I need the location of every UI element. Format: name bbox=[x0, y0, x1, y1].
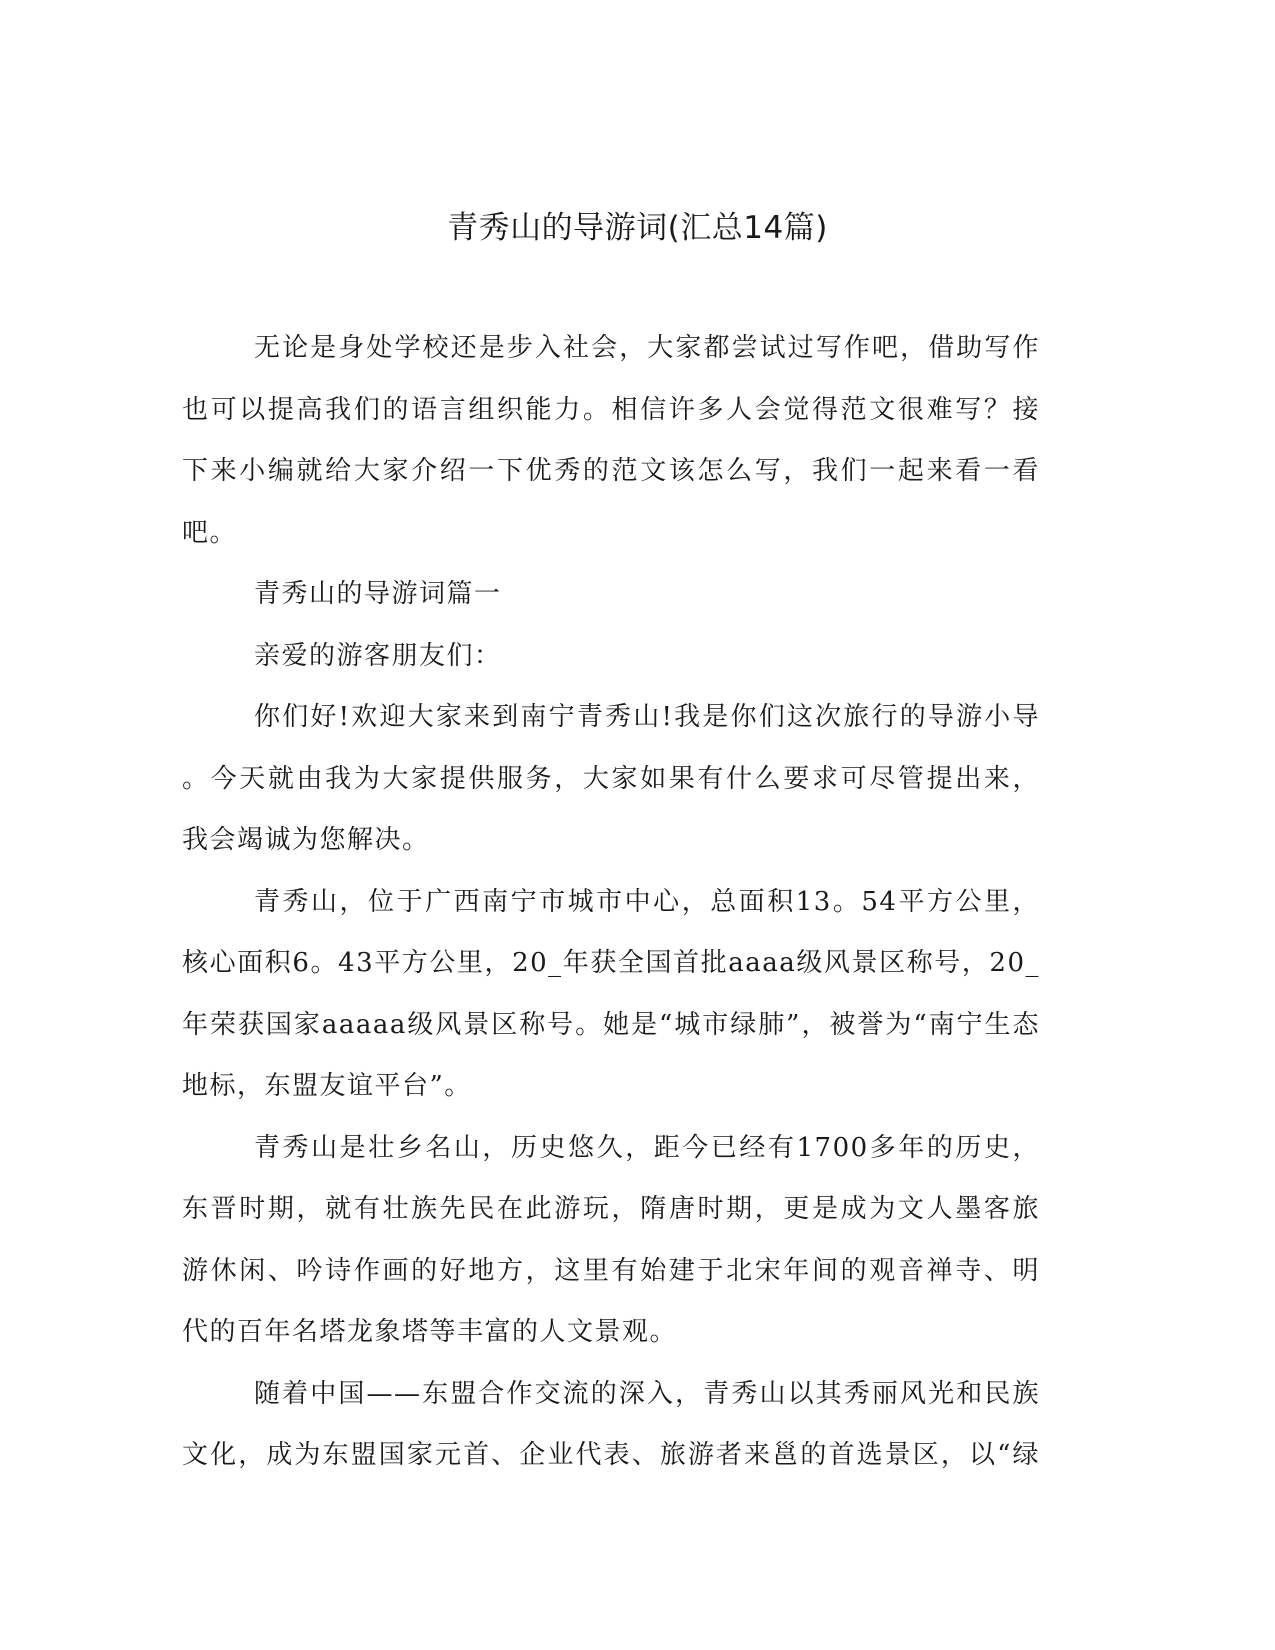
document-body bbox=[182, 318, 1040, 1487]
text-line: 吧。 bbox=[182, 517, 238, 548]
paragraph-history bbox=[182, 1118, 1040, 1364]
text-line: 游休闲、吟诗作画的好地方，这里有始建于北宋年间的观音禅寺、明 bbox=[182, 1255, 1040, 1286]
text-line: 你们好!欢迎大家来到南宁青秀山!我是你们这次旅行的导游小导 bbox=[254, 702, 1040, 732]
text-line: 文化，成为东盟国家元首、企业代表、旅游者来邕的首选景区，以“绿 bbox=[182, 1440, 1040, 1470]
text-line: 代的百年名塔龙象塔等丰富的人文景观。 bbox=[182, 1317, 678, 1347]
text-line: 无论是身处学校还是步入社会，大家都尝试过写作吧，借助写作 bbox=[254, 333, 1040, 363]
text-line: 。今天就由我为大家提供服务，大家如果有什么要求可尽管提出来， bbox=[182, 763, 1040, 794]
section-heading bbox=[182, 564, 1040, 626]
paragraph-asean bbox=[182, 1364, 1040, 1487]
document-title: 青秀山的导游词(汇总14篇) bbox=[447, 210, 828, 246]
text-line: 年荣获国家aaaaa级风景区称号。她是“城市绿肺”，被誉为“南宁生态 bbox=[182, 1009, 1040, 1040]
text-line: 我会竭诚为您解决。 bbox=[182, 825, 430, 855]
paragraph-welcome bbox=[182, 687, 1040, 872]
paragraph-location bbox=[182, 872, 1040, 1118]
text-line: 也可以提高我们的语言组织能力。相信许多人会觉得范文很难写？接 bbox=[182, 394, 1040, 425]
text-line: 青秀山，位于广西南宁市城市中心，总面积13。54平方公里， bbox=[254, 886, 1040, 917]
text-line: 地标，东盟友谊平台”。 bbox=[182, 1071, 472, 1101]
text-line: 青秀山的导游词篇一 bbox=[254, 579, 502, 609]
text-line: 亲爱的游客朋友们： bbox=[254, 640, 502, 671]
paragraph-greeting bbox=[182, 626, 1040, 688]
paragraph-intro bbox=[182, 318, 1040, 564]
text-line: 青秀山是壮乡名山，历史悠久，距今已经有1700多年的历史， bbox=[254, 1132, 1040, 1163]
text-line: 随着中国——东盟合作交流的深入，青秀山以其秀丽风光和民族 bbox=[254, 1378, 1040, 1409]
text-line: 东晋时期，就有壮族先民在此游玩，隋唐时期，更是成为文人墨客旅 bbox=[182, 1194, 1040, 1224]
text-line: 核心面积6。43平方公里，20_年获全国首批aaaa级风景区称号，20_ bbox=[182, 948, 1040, 978]
text-line: 下来小编就给大家介绍一下优秀的范文该怎么写，我们一起来看一看 bbox=[182, 456, 1040, 486]
